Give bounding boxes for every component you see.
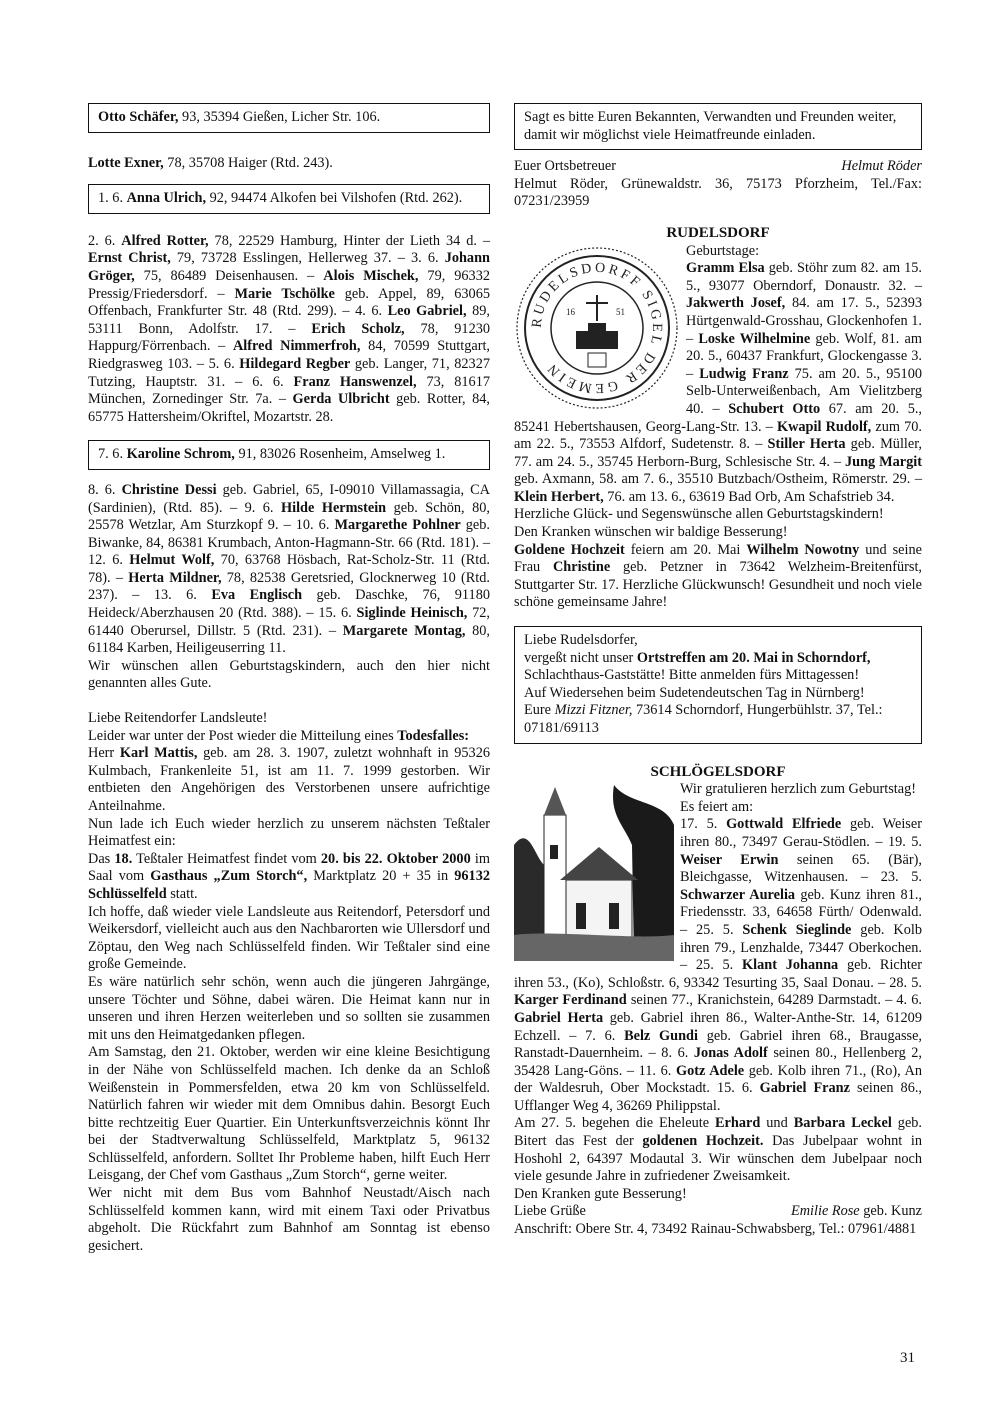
list-item: 2. 6. Alfred Rotter, 78, 22529 Hamburg, Hinter der Lieth 34 d. – bbox=[88, 232, 491, 249]
wishes-text: Wir wünschen allen Geburtstagskindern, auch den hier nicht genannten alles Gute. bbox=[88, 657, 490, 692]
list-item: Gabriel Herta geb. Gabriel ihren 86., Walter-Anthe-Str. 14, 61209 Echzell. – 7. 6. bbox=[514, 1009, 922, 1044]
list-item: Jakwerth Josef, 84. am 17. 5., 52393 Hürtgenwald-Grosshau, Glockenhofen 1. – bbox=[686, 295, 923, 347]
list-item: Stiller Herta geb. Müller, 77. am 24. 5., 35745 Herborn-Burg, Schlesische Str. 4. – bbox=[514, 436, 922, 470]
notice-box-ulrich bbox=[88, 184, 490, 214]
post-text: Leider war unter der Post wieder die Mitteilung eines Todesfalles: bbox=[88, 727, 470, 744]
list-item: Herta Mildner, 78, 82538 Geretsried, Glocknerweg 10 (Rtd. 237). – 13. 6. bbox=[88, 569, 490, 604]
svg-text:16: 16 bbox=[566, 306, 575, 317]
list-item: Hildegard Regber geb. Langer, 71, 82327 Tutzing, Hauptstr. 31. – 6. 6. bbox=[88, 355, 490, 390]
list-item: Ernst Christ, 79, 73728 Esslingen, Hellerweg 37. – 3. 6. bbox=[88, 250, 445, 267]
betreuer-signature: Euer Ortsbetreuer Helmut Röder bbox=[514, 158, 922, 175]
seal-icon bbox=[514, 245, 680, 411]
fest-announcement: Das 18. Teßtaler Heimatfest findet vom 20. bis 22. Oktober 2000 im Saal vom Gasthaus „Zum Storch“, Marktplatz 20 + 35 in 96132 Schlüsselfeld statt. bbox=[88, 850, 490, 902]
golden-wedding: Goldene Hochzeit feiern am 20. Mai Wilhelm Nowotny und seine Frau Christine geb. Petzner in 73642 Welzheim-Breitenfürst, Stuttgarter Str. 17. Herzliche Glückwunsch! Gesundheit und noch viele schöne gemeinsame Jahre! bbox=[514, 541, 922, 611]
list-item: Gabriel Franz seinen 86., Ufflanger Weg 4, 36269 Philippstal. bbox=[514, 1080, 922, 1114]
church-photo bbox=[514, 785, 674, 961]
greeting-address: Anschrift: Obere Str. 4, 73492 Rainau-Schwabsberg, Tel.: 07961/4881 bbox=[514, 1221, 917, 1238]
list-item: Schwarzer Aurelia geb. Kunz ihren 81., Friedensstr. 33, 64658 Fürth/ Odenwald. – 25. 5. bbox=[680, 886, 922, 938]
list-item: Weiser Erwin seinen 65. (Bär), Bleichgasse, Witzenhausen. – 23. 5. bbox=[680, 851, 923, 886]
death-notice: Herr Karl Mattis, geb. am 28. 3. 1907, zuletzt wohnhaft in 95326 Kulmbach, Frankenleite 51, ist am 11. 7. 1999 gestorben. Wir entbieten den Angehörigen des Verstorbenen unsere aufrichtige Anteilnahme. bbox=[88, 745, 490, 814]
list-item: Kwapil Rudolf, zum 70. am 22. 5., 73553 Alfdorf, Sudetenstr. 8. – bbox=[514, 418, 922, 453]
leckel-anniversary: Am 27. 5. begehen die Eheleute Erhard und Barbara Leckel geb. Bitert das Fest der goldenen Hochzeit. Das Jubelpaar wohnt in Hoshohl 2, 64397 Modautal 3. Wir wünschen dem Jubelpaar noch viele gesunde Jahre in zufriedener Zweisamkeit. bbox=[514, 1115, 923, 1185]
entry-name: Otto Schäfer, bbox=[98, 109, 179, 125]
entry-date: 1. 6. bbox=[98, 190, 127, 207]
rudelsdorf-sick: Den Kranken wünschen wir baldige Besserung! bbox=[514, 524, 788, 541]
list-item: Loske Wilhelmine geb. Wolf, 81. am 20. 5., 60437 Frankfurt, Glockengasse 3. – bbox=[686, 330, 922, 382]
svg-text:51: 51 bbox=[616, 306, 625, 317]
entry-details: 78, 35708 Haiger (Rtd. 243). bbox=[163, 154, 333, 171]
list-item: Erich Scholz, 78, 91230 Happurg/Förrenbach. – bbox=[88, 320, 491, 355]
entry-details: 92, 94474 Alkofen bei Vilshofen (Rtd. 262). bbox=[206, 190, 463, 207]
notice-box-schrom bbox=[88, 440, 490, 470]
notice-text: Sagt es bitte Euren Bekannten, Verwandten und Freunden weiter, damit wir möglichst viele Heimatfreunde einladen. bbox=[524, 109, 897, 143]
list-item: Belz Gundi geb. Gabriel ihren 68., Braugasse, Ranstadt-Dauernheim. – 8. 6. bbox=[514, 1027, 922, 1062]
list-item: Klein Herbert, 76. am 13. 6., 63619 Bad Orb, Am Schafstrieb 34. bbox=[514, 488, 895, 505]
hope-text: Ich hoffe, daß wieder viele Landsleute aus Reitendorf, Petersdorf und Weikersdorf, vielleicht auch aus den Nachbarorten wie Ullersdorf und Zöptau, den Weg nach Schlüsselfeld finden. Wir Teßtaler sind eine große Gemeinde. bbox=[88, 903, 490, 973]
list-item: Johann Gröger, 75, 86489 Deisenhausen. – bbox=[88, 250, 490, 284]
church-icon bbox=[514, 785, 674, 961]
schloegelsdorf-sick: Den Kranken gute Besserung! bbox=[514, 1185, 687, 1202]
section-title-rudelsdorf: RUDELSDORF bbox=[666, 224, 770, 241]
youth-text: Es wäre natürlich sehr schön, wenn auch die jüngeren Jahrgänge, unsere Töchter und Söhne, dabei wären. Die Heimat kann nur in unseren und ihren Herzen weiterleben und so sollten sie zusammen mit uns den Heimatgedanken pflegen. bbox=[88, 973, 490, 1043]
list-item: Marie Tschölke geb. Appel, 89, 63065 Offenbach, Frankfurter Str. 48 (Rtd. 299). – 4. 6. bbox=[88, 285, 490, 320]
birthday-list bbox=[88, 233, 490, 427]
greeting-signature: Liebe Grüße Emilie Rose geb. Kunz bbox=[514, 1203, 922, 1220]
list-item: Leo Gabriel, 89, 53111 Bonn, Adolfstr. 17. – bbox=[88, 303, 490, 337]
list-item: Alfred Nimmerfroh, 84, 70599 Stuttgart, Riedgrasweg 103. – 5. 6. bbox=[88, 338, 491, 372]
schloegelsdorf-intro: Wir gratulieren herzlich zum Geburtstag! bbox=[680, 781, 917, 798]
greeting: Liebe Reitendorfer Landsleute! bbox=[88, 710, 268, 727]
right-column bbox=[514, 103, 922, 1239]
list-item: Jonas Adolf seinen 80., Hellenberg 2, 35428 Lang-Göns. – 11. 6. bbox=[514, 1045, 923, 1079]
entry-name: Lotte Exner, bbox=[88, 154, 164, 171]
list-item: Helmut Wolf, 70, 63768 Hösbach, Rat-Scholz-Str. 11 (Rtd. 78). – bbox=[88, 552, 490, 586]
list-item: Siglinde Heinisch, 72, 61440 Oberursel, Dillstr. 5 (Rtd. 231). – bbox=[88, 605, 490, 639]
list-item: 17. 5. Gottwald Elfriede geb. Weiser ihren 80., 73497 Gerau-Stödlen. – 19. 5. bbox=[680, 816, 922, 850]
notice-box-ortstreffen: Liebe Rudelsdorfer, vergeßt nicht unser Ortstreffen am 20. Mai in Schorndorf, Schlachthaus-Gaststätte! Bitte anmelden fürs Mittagessen! Auf Wiedersehen beim Sudetendeutschen Tag in Nürnberg! Eure Mizzi Fitzner, 73614 Schorndorf, Hungerbühlstr. 37, Tel.: 07181/69113 bbox=[514, 626, 922, 744]
list-item: 8. 6. Christine Dessi geb. Gabriel, 65, I-09010 Villamassagia, CA (Sardinien), (Rtd. 85). – 9. 6. bbox=[88, 481, 490, 516]
list-item: Hilde Hermstein geb. Schön, 80, 25578 Wetzlar, Am Sturzkopf 9. – 10. 6. bbox=[88, 499, 490, 534]
list-item: Karger Ferdinand seinen 77., Kranichstein, 64289 Darmstadt. – 4. 6. bbox=[514, 992, 922, 1009]
list-item: Gotz Adele geb. Kolb ihren 71., (Ro), An der Waldesruh, Ober Mockstadt. 15. 6. bbox=[514, 1062, 922, 1097]
section-title-schloegelsdorf: SCHLÖGELSDORF bbox=[650, 763, 786, 780]
list-item: Jung Margit geb. Axmann, 58. am 7. 6., 35510 Butzbach/Ostheim, Römerstr. 29. – bbox=[514, 453, 922, 488]
bus-text: Wer nicht mit dem Bus vom Bahnhof Neustadt/Aisch nach Schlüsselfeld kommen kann, wird mit einem Taxi oder Privatbus abgeholt. Die Rückfahrt zum Bahnhof am Sonntag ist ebenso gesichert. bbox=[88, 1185, 490, 1254]
saturday-text: Am Samstag, den 21. Oktober, werden wir eine kleine Besichtigung in der Nähe von Schlüsselfeld machen. Ich denke da an Schloß Weißenstein in Pommersfelden, etwa 20 km von Schlüsselfeld. Natürlich fahren wir wieder mit dem Omnibus dahin. Besorgt Euch bitte rechtzeitig Euer Quartier. Ein Unterkunftsverzeichnis könnt Ihr bei der Stadtverwaltung Schlüsselfeld, Marktplatz 5, 96132 Schlüsselfeld, anfordern. Solltet Ihr Probleme haben, hilft Euch Herr Leisgang, der Chef vom Gasthaus „Zum Storch“, gerne weiter. bbox=[88, 1044, 490, 1184]
entry-details: 91, 83026 Rosenheim, Amselweg 1. bbox=[234, 446, 446, 463]
list-item: Schubert Otto 67. am 20. 5., 85241 Hebertshausen, Georg-Lang-Str. 13. – bbox=[514, 400, 923, 435]
betreuer-address: Helmut Röder, Grünewaldstr. 36, 75173 Pforzheim, Tel./Fax: 07231/23959 bbox=[514, 175, 922, 210]
entry-name: Anna Ulrich, bbox=[126, 190, 207, 207]
list-item: Alois Mischek, 79, 96332 Pressig/Friedersdorf. – bbox=[88, 267, 490, 302]
village-seal-image bbox=[514, 245, 680, 411]
notice-box-schaefer bbox=[88, 103, 490, 133]
entry-date: 7. 6. bbox=[98, 446, 127, 463]
list-item: Schenk Sieglinde geb. Kolb ihren 79., Lenzhalde, 73447 Oberkochen. – 25. 5. bbox=[680, 921, 922, 974]
invite-text: Nun lade ich Euch wieder herzlich zu unserem nächsten Teßtaler Heimatfest ein: bbox=[88, 815, 490, 850]
entry-exner bbox=[88, 155, 490, 173]
birthday-list-2 bbox=[88, 482, 490, 658]
schloegelsdorf-feiert: Es feiert am: bbox=[680, 798, 754, 815]
list-item: Margarethe Pohlner geb. Biwanke, 84, 86381 Krumbach, Anton-Hagmann-Str. 66 (Rtd. 181). – 12. 6. bbox=[88, 517, 490, 569]
list-item: Franz Hanswenzel, 73, 81617 München, Zornedinger Str. 7a. – bbox=[88, 373, 490, 408]
page-number: 31 bbox=[900, 1350, 915, 1366]
rudelsdorf-wish: Herzliche Glück- und Segenswünsche allen Geburtstagskindern! bbox=[514, 506, 884, 523]
list-item: Gramm Elsa geb. Stöhr zum 82. am 15. 5., 93077 Oberndorf, Donaustr. 32. – bbox=[686, 260, 922, 294]
list-item: Ludwig Franz 75. am 20. 5., 95100 Selb-Unterweißenbach, Am Vielitzberg 40. – bbox=[686, 365, 922, 417]
notice-box-invite bbox=[514, 103, 922, 150]
list-item: Gerda Ulbricht geb. Rotter, 84, 65775 Hattersheim/Okriftel, Mozartstr. 28. bbox=[88, 391, 490, 425]
list-item: Eva Englisch geb. Daschke, 76, 91180 Heideck/Aberzhausen 20 (Rtd. 388). – 15. 6. bbox=[88, 587, 490, 622]
svg-text:RUDELSDORFF SIGEL DER GEMEIN: RUDELSDORFF SIGEL DER GEMEIN bbox=[529, 260, 665, 395]
list-item: Margarete Montag, 80, 61184 Karben, Heiligeuserring 11. bbox=[88, 622, 490, 657]
birthday-label: Geburtstage: bbox=[686, 242, 760, 259]
left-column bbox=[88, 103, 490, 1255]
entry-name: Karoline Schrom, bbox=[126, 446, 235, 463]
list-item: Klant Johanna geb. Richter ihren 53., (Ko), Schloßstr. 6, 93342 Tesurting 35, Saal Donau. – 28. 5. bbox=[514, 957, 922, 991]
entry-details: 93, 35394 Gießen, Licher Str. 106. bbox=[178, 109, 381, 125]
